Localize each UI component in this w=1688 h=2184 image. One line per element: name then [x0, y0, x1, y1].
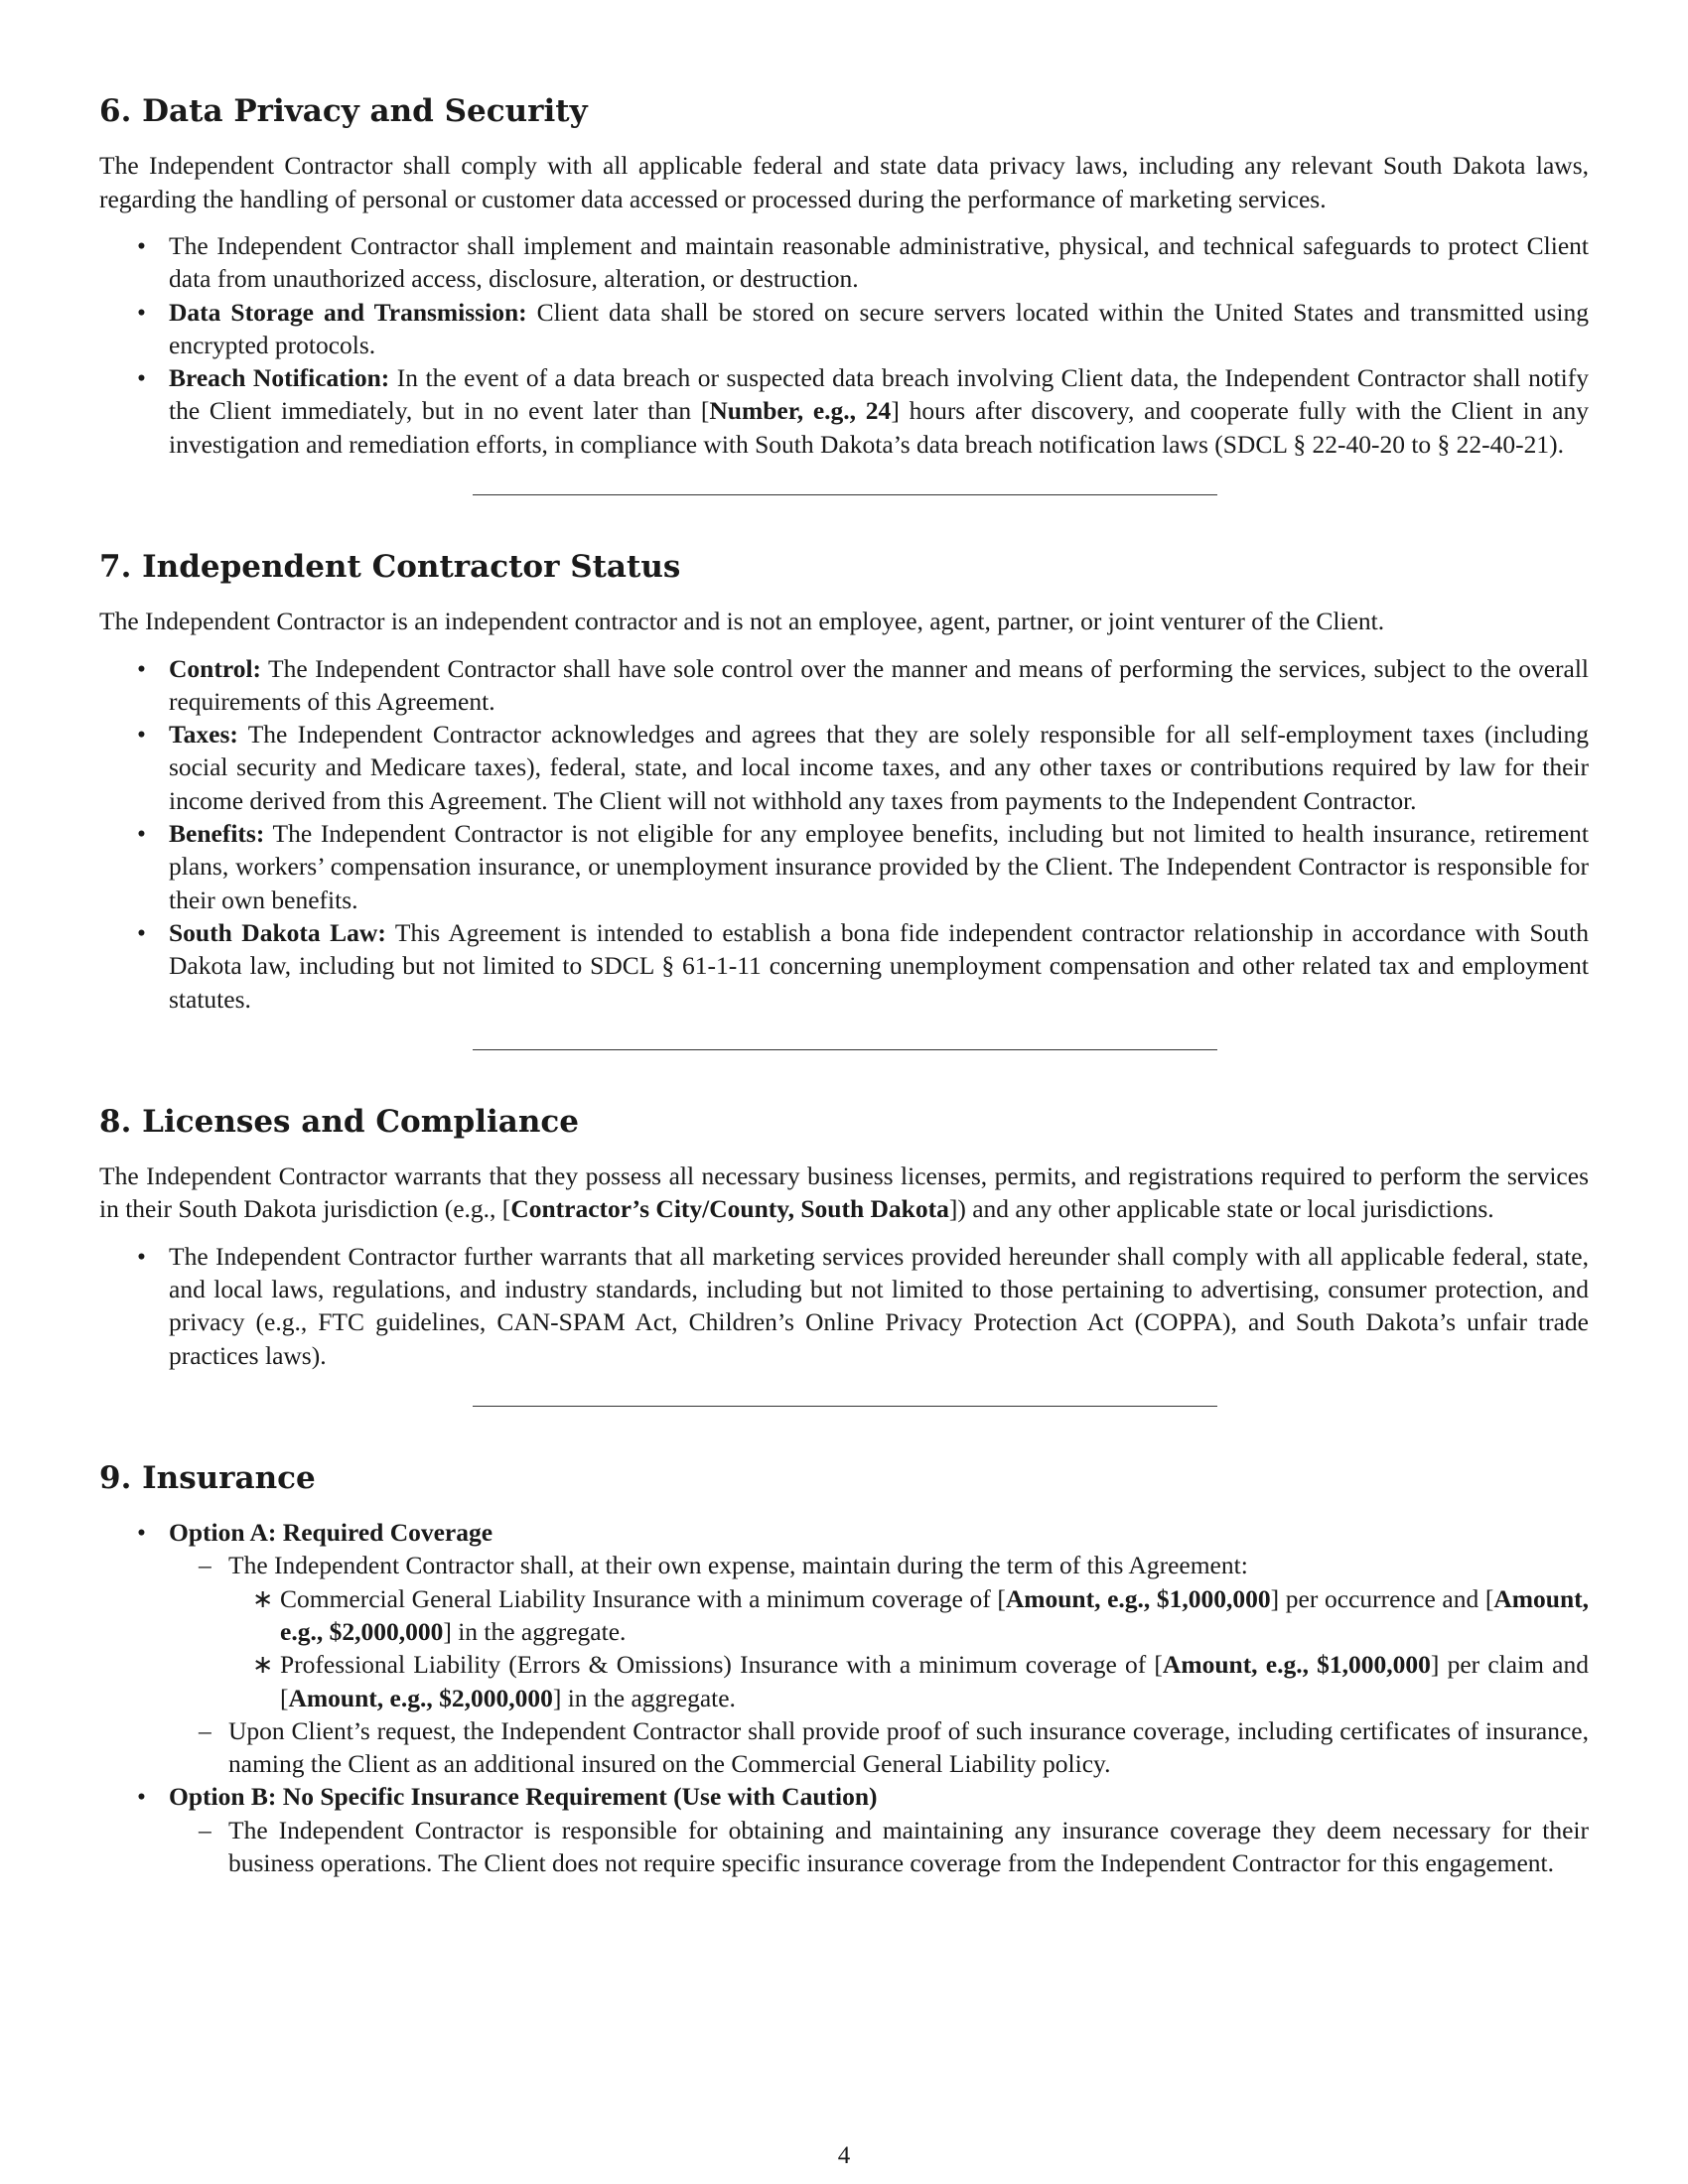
list-item: [228, 1582, 1589, 1649]
item-text: ] hours after discovery, and cooperate fully with the Client in any investigation and remediation efforts, in compliance with South Dakota’s data breach notification laws (SDCL § 22-40-20 to § 22-40-21).: [169, 396, 1589, 459]
item-text: This Agreement is intended to establish a bona fide independent contractor relationship in accordance with South Dakota law, including but not limited to SDCL § 61-1-11 concerning unemployment compensation and other related tax and employment statutes.: [169, 917, 1589, 1014]
section-7-intro: The Independent Contractor is an independent contractor and is not an employee, agent, partner, or joint venturer of the Client.: [99, 607, 1385, 636]
section-7-heading: 7. Independent Contractor Status: [99, 549, 681, 586]
section-9-heading: 9. Insurance: [99, 1460, 316, 1497]
list-item: [99, 718, 1589, 817]
section-data-privacy: [99, 91, 1589, 461]
option-a-sublist: [169, 1549, 1589, 1780]
intro-text: The Independent Contractor warrants that they possess all necessary business licenses, permits, and registrations required to perform the services in their South Dakota jurisdiction (e.g., [: [99, 1160, 1589, 1224]
list-item: [169, 1814, 1589, 1880]
coverage-list: [228, 1582, 1589, 1714]
section-8-intro: [99, 1160, 1589, 1226]
item-text: ] per occurrence and [: [1270, 1583, 1494, 1613]
item-text: The Independent Contractor shall, at their own expense, maintain during the term of this Agreement:: [228, 1551, 1248, 1580]
section-6-intro: The Independent Contractor shall comply with all applicable federal and state data privacy laws, including any relevant South Dakota laws, regarding the handling of personal or customer data accessed or processed during the performance of marketing services.: [99, 151, 1589, 213]
item-text: The Independent Contractor acknowledges and agrees that they are solely responsible for all self-employment taxes (including social security and Medicare taxes), federal, state, and local income taxes, and any other taxes or contributions required by law for their income derived from this Agreement. The Client will not withhold any taxes from payments to the Independent Contractor.: [169, 720, 1589, 815]
section-insurance: [99, 1458, 1589, 1879]
item-text: The Independent Contractor is responsible for obtaining and maintaining any insurance coverage they deem necessary for their business operations. The Client does not require specific insurance coverage from the Independent Contractor for this engagement.: [228, 1815, 1589, 1877]
list-item: [99, 361, 1589, 461]
item-label: South Dakota Law:: [169, 917, 386, 947]
placeholder-field: Number, e.g., 24: [709, 396, 892, 426]
list-item: [99, 229, 1589, 296]
placeholder-field: Amount, e.g., $1,000,000: [1005, 1583, 1271, 1613]
item-text: The Independent Contractor further warrants that all marketing services provided hereunder shall comply with all applicable federal, state, and local laws, regulations, and industry standards, including but not limited to those pertaining to advertising, consumer protection, and privacy (e.g., FTC guidelines, CAN-SPAM Act, Children’s Online Privacy Protection Act (COPPA), and South Dakota’s unfair trade practices laws).: [169, 1241, 1589, 1370]
item-text: Upon Client’s request, the Independent Contractor shall provide proof of such insurance coverage, including certificates of insurance, naming the Client as an additional insured on the Commercial General Liability policy.: [228, 1715, 1589, 1779]
item-text: The Independent Contractor is not eligible for any employee benefits, including but not limited to health insurance, retirement plans, workers’ compensation insurance, or unemployment insurance provided by the Client. The Independent Contractor is responsible for their own benefits.: [169, 819, 1589, 914]
item-label: Taxes:: [169, 720, 238, 750]
item-text: ] in the aggregate.: [552, 1683, 736, 1712]
item-text: In the event of a data breach or suspected data breach involving Client data, the Independent Contractor shall notify the Client immediately, but in no event later than [: [169, 363, 1590, 426]
item-label: Control:: [169, 653, 262, 683]
list-item: [99, 817, 1589, 916]
item-text: Commercial General Liability Insurance with a minimum coverage of [: [280, 1583, 1006, 1613]
item-label: Breach Notification:: [169, 363, 390, 393]
placeholder-field: Contractor’s City/County, South Dakota: [510, 1194, 949, 1224]
placeholder-field: Amount, e.g., $2,000,000: [280, 1583, 1589, 1646]
item-text: The Independent Contractor shall implement and maintain reasonable administrative, physical, and technical safeguards to protect Client data from unauthorized access, disclosure, alteration, or destruction.: [169, 231, 1589, 294]
item-label: Data Storage and Transmission:: [169, 297, 527, 327]
item-text: ] per claim and [: [280, 1650, 1589, 1712]
item-label: Benefits:: [169, 819, 265, 849]
list-item: [99, 652, 1589, 719]
item-text: The Independent Contractor shall have sole control over the manner and means of performing the services, subject to the overall requirements of this Agreement.: [169, 653, 1589, 716]
intro-text: ]) and any other applicable state or local jurisdictions.: [948, 1194, 1494, 1224]
item-text: ] in the aggregate.: [443, 1616, 627, 1646]
section-7-list: [99, 652, 1589, 1016]
list-item: [99, 296, 1589, 362]
section-6-list: [99, 229, 1589, 461]
list-item: [99, 916, 1589, 1016]
section-licenses: [99, 1102, 1589, 1372]
section-contractor-status: [99, 547, 1589, 1016]
option-label: Option B: No Specific Insurance Requirement (Use with Caution): [169, 1782, 878, 1812]
list-item-option-b: [99, 1780, 1589, 1879]
placeholder-field: Amount, e.g., $2,000,000: [288, 1683, 553, 1712]
section-9-list: [99, 1516, 1589, 1879]
list-item: [169, 1549, 1589, 1713]
page-number: 4: [837, 2142, 851, 2169]
list-item: [169, 1714, 1589, 1781]
document-page: [99, 91, 1589, 1879]
item-text: Client data shall be stored on secure servers located within the United States and transmitted using encrypted protocols.: [169, 297, 1590, 359]
section-6-heading: 6. Data Privacy and Security: [99, 93, 588, 129]
item-text: Professional Liability (Errors & Omissions) Insurance with a minimum coverage of [: [280, 1650, 1163, 1680]
placeholder-field: Amount, e.g., $1,000,000: [1162, 1650, 1431, 1680]
option-b-sublist: [169, 1814, 1589, 1880]
section-8-list: [99, 1240, 1589, 1372]
list-item: [228, 1648, 1589, 1714]
option-label: Option A: Required Coverage: [169, 1518, 493, 1548]
section-8-heading: 8. Licenses and Compliance: [99, 1103, 579, 1140]
list-item-option-a: [99, 1516, 1589, 1780]
list-item: [99, 1240, 1589, 1372]
